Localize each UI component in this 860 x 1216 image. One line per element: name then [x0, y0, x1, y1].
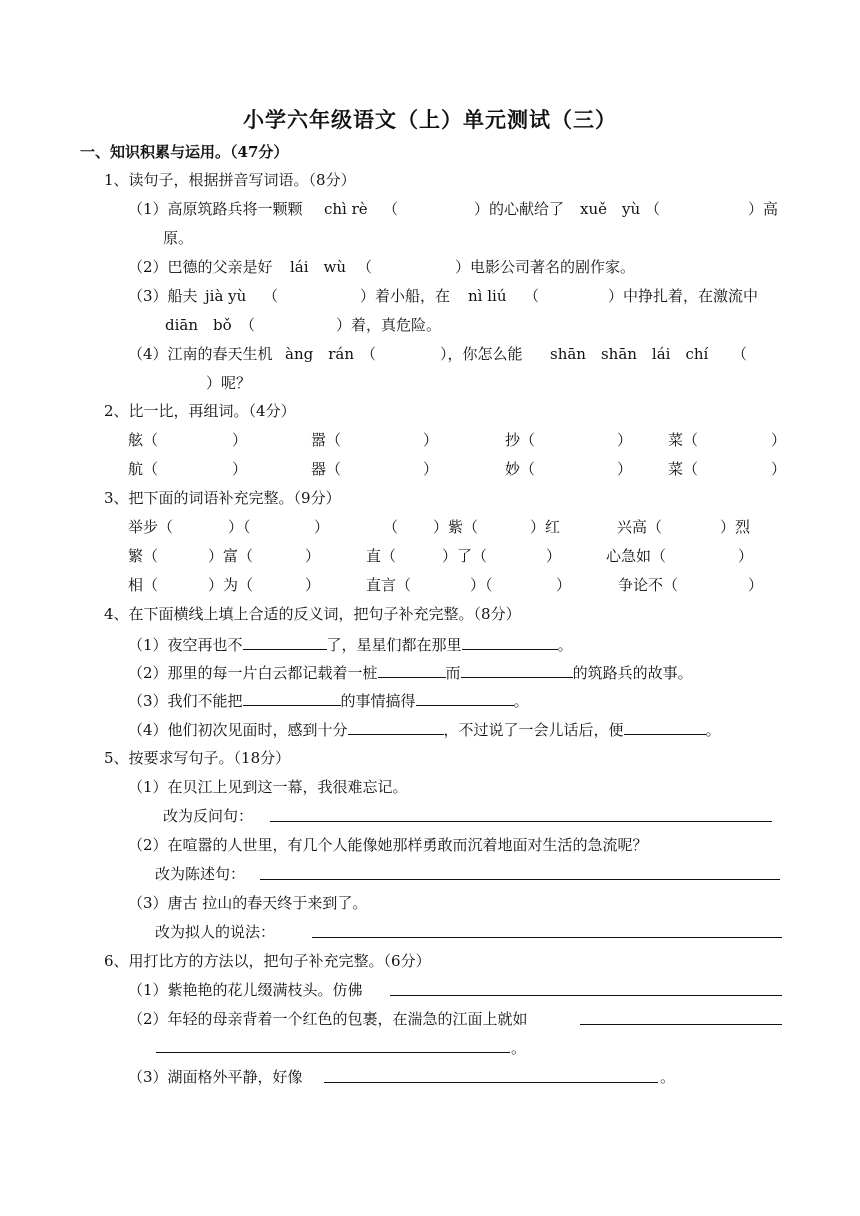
q1-pinyin: shān shān lái chí — [550, 345, 709, 363]
q1-paren-open: （ — [732, 345, 748, 363]
q3-cell: 心急如（ — [606, 547, 667, 565]
q2-row — [0, 430, 860, 450]
answer-blank[interactable] — [243, 690, 341, 706]
q2-cell: ） — [771, 460, 787, 478]
q3-cell: ）紫（ — [433, 518, 479, 536]
q2-cell: ） — [232, 431, 248, 449]
answer-blank[interactable] — [378, 662, 446, 678]
q2-row — [0, 459, 860, 479]
q3-cell: ） — [748, 576, 764, 594]
q3-cell: ）（ — [470, 576, 493, 594]
q1-pinyin: jià yù — [205, 287, 247, 305]
q3-cell: ）富（ — [208, 547, 254, 565]
q2-cell: 舷（ — [128, 431, 159, 449]
q2-cell: 菜（ — [668, 431, 699, 449]
question-4-heading: 4、在下面横线上填上合适的反义词，把句子补充完整。（8分） — [104, 605, 521, 623]
q1-item3-text: ）着小船，在 — [360, 287, 451, 305]
q4-text: 了，星星们都在那里 — [326, 636, 462, 654]
q2-cell: ） — [771, 431, 787, 449]
q1-paren-open: （ — [383, 200, 399, 218]
q2-cell: ） — [617, 460, 633, 478]
q1-pinyin: lái wù — [290, 258, 347, 276]
q5-sentence-2: （2）在喧嚣的人世里，有几个人能像她那样勇敢而沉着地面对生活的急流呢？ — [128, 836, 648, 854]
q3-cell: ） — [556, 576, 572, 594]
q1-paren-open: （ — [524, 287, 540, 305]
q1-item1-text: （1）高原筑路兵将一颗颗 — [128, 200, 303, 218]
q3-cell: ） — [305, 547, 321, 565]
page-title: 小学六年级语文（上）单元测试（三） — [243, 107, 617, 132]
answer-line[interactable] — [156, 1052, 510, 1053]
q3-cell: 相（ — [128, 576, 159, 594]
q4-text: 的筑路兵的故事。 — [572, 664, 693, 682]
q4-text: 。 — [513, 692, 529, 710]
q1-pinyin: àng rán — [285, 345, 354, 363]
answer-blank[interactable] — [243, 634, 327, 650]
answer-line[interactable] — [312, 937, 782, 938]
q1-item3-text: ）着，真危险。 — [336, 316, 442, 334]
q4-text: （2）那里的每一片白云都记载着一桩 — [128, 664, 378, 682]
q1-item3-text: （3）船夫 — [128, 287, 198, 305]
q1-paren-open: （ — [240, 316, 256, 334]
q1-pinyin: xuě yù — [580, 200, 641, 218]
q4-sentence-3 — [128, 690, 529, 711]
q5-sentence-3: （3）唐古 拉山的春天终于来到了。 — [128, 894, 368, 912]
q1-item2-text: ）电影公司著名的剧作家。 — [455, 258, 636, 276]
q2-cell: 航（ — [128, 460, 159, 478]
q1-paren-open: （ — [263, 287, 279, 305]
q4-sentence-4 — [128, 719, 721, 740]
question-2-heading: 2、比一比，再组词。（4分） — [104, 402, 296, 420]
q3-cell: ）红 — [530, 518, 561, 536]
answer-line[interactable] — [324, 1082, 658, 1083]
q2-cell: 器（ — [311, 460, 342, 478]
q2-cell: 菜（ — [668, 460, 699, 478]
question-6-heading: 6、用打比方的方法以，把句子补充完整。（6分） — [104, 952, 431, 970]
q3-cell: ） — [305, 576, 321, 594]
answer-line[interactable] — [390, 995, 782, 996]
q1-item2-text: （2）巴德的父亲是好 — [128, 258, 273, 276]
q2-cell: 妙（ — [505, 460, 536, 478]
q3-cell: 争论不（ — [618, 576, 679, 594]
answer-blank[interactable] — [461, 662, 573, 678]
q3-cell: 兴高（ — [617, 518, 663, 536]
q4-sentence-2 — [128, 662, 693, 683]
question-3-heading: 3、把下面的词语补充完整。（9分） — [104, 489, 341, 507]
q1-pinyin: diān bǒ — [165, 316, 232, 334]
q1-item1-text: 原。 — [163, 229, 194, 247]
answer-blank[interactable] — [462, 634, 558, 650]
q5-rewrite-label: 改为反问句： — [163, 807, 254, 825]
q3-cell: ）了（ — [442, 547, 488, 565]
q3-cell: （ — [383, 518, 399, 536]
q2-cell: 抄（ — [505, 431, 536, 449]
q4-text: 的事情搞得 — [340, 692, 416, 710]
q3-cell: 直（ — [366, 547, 397, 565]
q2-cell: ） — [423, 431, 439, 449]
q6-text: 。 — [660, 1068, 676, 1086]
q3-cell: 举步（ — [128, 518, 174, 536]
q6-sentence-2: （2）年轻的母亲背着一个红色的包裹，在湍急的江面上就如 — [128, 1010, 528, 1028]
q4-text: ，不过说了一会儿话后，便 — [443, 721, 624, 739]
q6-sentence-3: （3）湖面格外平静，好像 — [128, 1068, 303, 1086]
answer-line[interactable] — [270, 821, 772, 822]
q1-paren-open: （ — [361, 345, 377, 363]
q4-text: 而 — [445, 664, 461, 682]
q1-item4-text: （4）江南的春天生机 — [128, 345, 273, 363]
q1-pinyin: chì rè — [324, 200, 368, 218]
q5-sentence-1: （1）在贝江上见到这一幕，我很难忘记。 — [128, 778, 408, 796]
q3-row — [0, 575, 860, 595]
q4-text: （4）他们初次见面时，感到十分 — [128, 721, 348, 739]
q1-item3-text: ）中挣扎着，在激流中 — [608, 287, 759, 305]
q2-cell: ） — [423, 460, 439, 478]
q3-row — [0, 546, 860, 566]
answer-blank[interactable] — [624, 719, 706, 735]
q3-row — [0, 517, 860, 537]
q1-item4-text: ）呢？ — [206, 374, 252, 392]
q4-text: （3）我们不能把 — [128, 692, 243, 710]
answer-line[interactable] — [580, 1024, 782, 1025]
q3-cell: 直言（ — [366, 576, 412, 594]
q3-cell: ） — [546, 547, 562, 565]
q4-text: 。 — [557, 636, 573, 654]
q3-cell: ） — [314, 518, 330, 536]
q5-rewrite-label: 改为拟人的说法： — [155, 923, 276, 941]
q2-cell: ） — [232, 460, 248, 478]
q1-item4-text: ），你怎么能 — [440, 345, 523, 363]
q1-pinyin: nì liú — [468, 287, 507, 305]
answer-line[interactable] — [260, 879, 780, 880]
answer-blank[interactable] — [348, 719, 444, 735]
q2-cell: 嚣（ — [311, 431, 342, 449]
question-5-heading: 5、按要求写句子。（18分） — [104, 749, 291, 767]
q3-cell: ）（ — [228, 518, 251, 536]
question-1-heading: 1、读句子，根据拼音写词语。（8分） — [104, 171, 356, 189]
q3-cell: ）为（ — [208, 576, 254, 594]
q1-paren-open: （ — [357, 258, 373, 276]
q1-item1-text: ）高 — [748, 200, 779, 218]
section-heading: 一、知识积累与运用。（47分） — [80, 143, 289, 161]
q3-cell: ） — [738, 547, 754, 565]
q1-paren-open: （ — [645, 200, 661, 218]
q4-text: （1）夜空再也不 — [128, 636, 243, 654]
q1-item1-text: ）的心献给了 — [474, 200, 565, 218]
q5-rewrite-label: 改为陈述句： — [155, 865, 246, 883]
q3-cell: 繁（ — [128, 547, 159, 565]
q6-text: 。 — [511, 1039, 527, 1057]
answer-blank[interactable] — [416, 690, 514, 706]
q4-text: 。 — [705, 721, 721, 739]
q3-cell: ）烈 — [720, 518, 751, 536]
q6-sentence-1: （1）紫艳艳的花儿缀满枝头。仿佛 — [128, 981, 363, 999]
q2-cell: ） — [617, 431, 633, 449]
q4-sentence-1 — [128, 634, 573, 655]
